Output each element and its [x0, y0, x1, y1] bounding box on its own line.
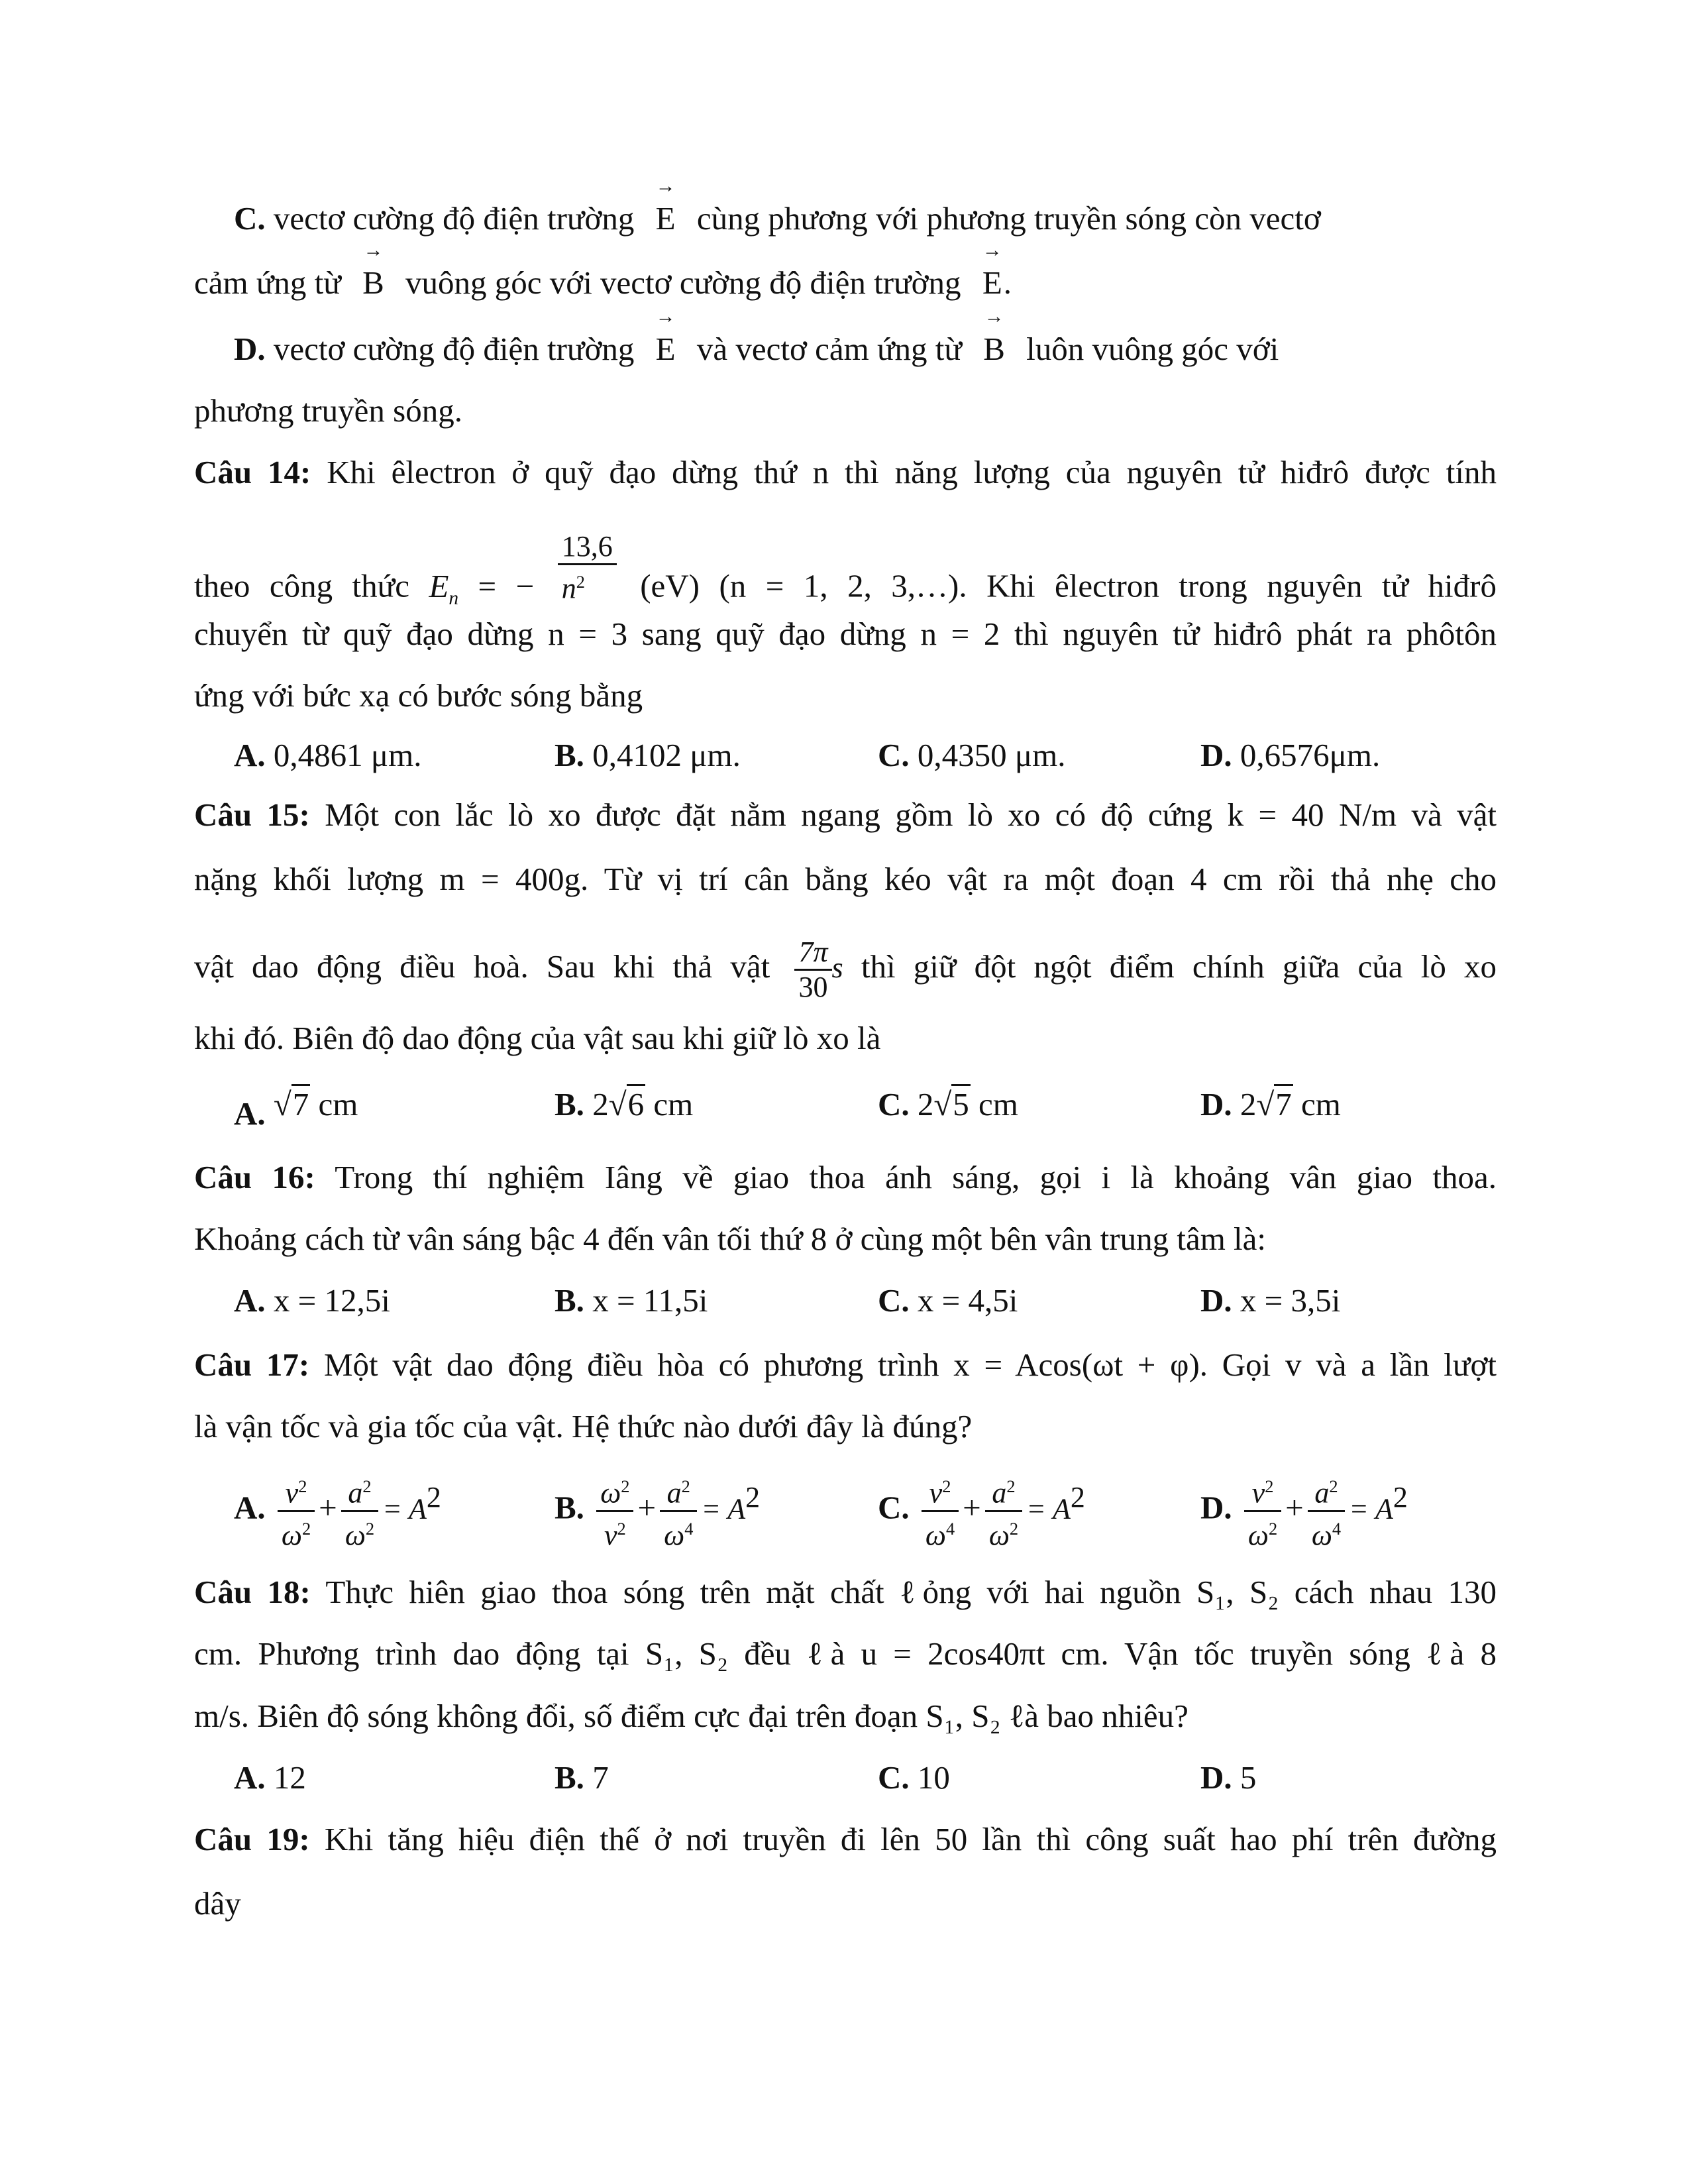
q16-text: Trong thí nghiệm Iâng về giao thoa ánh sáng, gọi i là khoảng vân giao thoa. [335, 1159, 1497, 1195]
q15-line1 [194, 795, 1497, 835]
formula-fraction [558, 530, 617, 606]
q18-option-d: D. 5 [1200, 1759, 1257, 1796]
q13-option-c-label: C. [234, 200, 266, 237]
formula-denominator: n [561, 572, 576, 605]
q19-line2: dây [194, 1885, 241, 1922]
q15-label: Câu 15: [194, 796, 310, 833]
q17-text: Một vật dao động điều hòa có phương trình x = Acos(ωt + φ). Gọi v và a lần lượt [323, 1346, 1497, 1383]
q13-option-c-text4: vuông góc với vectơ cường độ điện trường [405, 264, 961, 301]
vector-e-symbol: → E [656, 329, 676, 369]
q17-label: Câu 17: [194, 1346, 310, 1383]
q14-option-c: C. 0,4350 μm. [878, 737, 1066, 773]
q17-option-a: A. $\frac{v^2}{\omega^2}$ + $\frac{a^2}{\omega^2}$ = $A^2$ [234, 1470, 441, 1552]
q19-text: Khi tăng hiệu điện thế ở nơi truyền đi lên 50 lần thì công suất hao phí trên đường [324, 1821, 1497, 1857]
q14-label: Câu 14: [194, 454, 311, 490]
q16-option-c: C. x = 4,5i [878, 1282, 1018, 1319]
q14-line1 [194, 453, 1497, 492]
q18-text: Thực hiên giao thoa sóng trên mặt chất ℓỏng với hai nguồn S₁, S₂ cách nhau 130 [325, 1574, 1497, 1610]
sqrt-icon: √ [933, 1086, 952, 1122]
q14-option-a: A. 0,4861 μm. [234, 737, 422, 773]
q18-option-c: C. 10 [878, 1759, 950, 1796]
q14-line2 [194, 530, 1497, 618]
q14-line4: ứng với bức xạ có bước sóng bằng [194, 677, 643, 714]
q18-line3: m/s. Biên độ sóng không đổi, số điểm cực đại trên đoạn S₁, S₂ ℓà bao nhiêu? [194, 1698, 1188, 1734]
q13-option-d-line2: phương truyền sóng. [194, 392, 462, 429]
q14-line3: chuyển từ quỹ đạo dừng n = 3 sang quỹ đạo dừng n = 2 thì nguyên tử hiđrô phát ra phôtôn [194, 616, 1497, 652]
q16-line2: Khoảng cách từ vân sáng bậc 4 đến vân tối thứ 8 ở cùng một bên vân trung tâm là: [194, 1221, 1267, 1257]
q13-option-d-line1 [234, 329, 1497, 369]
q17-line1 [194, 1345, 1497, 1385]
q19-label: Câu 19: [194, 1821, 310, 1857]
q15-text3b: thì giữ đột ngột điểm chính giữa của lò xo [861, 948, 1497, 985]
sqrt-icon: √ [608, 1086, 627, 1122]
q13-option-c-line1 [234, 199, 1497, 239]
q19-line1 [194, 1820, 1497, 1859]
q15-line2: nặng khối lượng m = 400g. Từ vị trí cân bằng kéo vật ra một đoạn 4 cm rồi thả nhẹ cho [194, 861, 1497, 897]
q16-line1 [194, 1158, 1497, 1197]
q13-option-c-end: . [1003, 264, 1012, 301]
q17-option-b: B. $\frac{\omega^2}{v^2}$ + $\frac{a^2}{\omega^4}$ = $A^2$ [555, 1470, 760, 1552]
vector-e-symbol: → E [656, 199, 676, 239]
q17-line2: là vận tốc và gia tốc của vật. Hệ thức nào dưới đây là đúng? [194, 1408, 973, 1445]
q16-option-d: D. x = 3,5i [1200, 1282, 1341, 1319]
formula-numerator: 13,6 [558, 530, 617, 565]
q14-option-d: D. 0,6576μm. [1200, 737, 1381, 773]
q18-label: Câu 18: [194, 1574, 311, 1610]
q13-option-c-text2: cùng phương với phương truyền sóng còn vectơ [696, 200, 1321, 237]
formula-e: E [429, 567, 449, 604]
q13-option-c-line2 [194, 263, 1497, 303]
q15-text3a: vật dao động điều hoà. Sau khi thả vật [194, 948, 770, 985]
q15-option-c: C. 2√5 cm [878, 1085, 1018, 1124]
vector-e-symbol: → E [982, 263, 1002, 303]
q16-option-b: B. x = 11,5i [555, 1282, 708, 1319]
q14-option-b: B. 0,4102 μm. [555, 737, 741, 773]
q15-option-a: A. √7 cm [234, 1085, 358, 1124]
q14-text2: (eV) (n = 1, 2, 3,…). Khi êlectron trong nguyên tử hiđrô [640, 567, 1497, 604]
formula-exponent: 2 [576, 572, 585, 592]
q17-option-d: D. $\frac{v^2}{\omega^2}$ + $\frac{a^2}{\omega^4}$ = $A^2$ [1200, 1470, 1408, 1552]
q15-line4: khi đó. Biên độ dao động của vật sau khi giữ lò xo là [194, 1020, 881, 1056]
sqrt-icon: √ [273, 1086, 291, 1122]
vector-b-symbol: → B [362, 263, 384, 303]
q14-formula-intro: theo công thức [194, 567, 409, 604]
q16-label: Câu 16: [194, 1159, 315, 1195]
formula-sub-n: n [449, 587, 459, 609]
q15-option-b: B. 2√6 cm [555, 1085, 693, 1124]
q14-text: Khi êlectron ở quỹ đạo dừng thứ n thì năng lượng của nguyên tử hiđrô được tính [327, 454, 1497, 490]
energy-formula [429, 530, 640, 609]
q18-line2: cm. Phương trình dao động tại S₁, S₂ đều ℓà u = 2cos40πt cm. Vận tốc truyền sóng ℓà 8 [194, 1635, 1497, 1672]
time-numerator: 7π [794, 936, 831, 971]
q18-option-a: A. 12 [234, 1759, 306, 1796]
q18-option-b: B. 7 [555, 1759, 609, 1796]
q16-option-a: A. x = 12,5i [234, 1282, 390, 1319]
time-unit: s [831, 951, 843, 984]
q15-option-d: D. 2√7 cm [1200, 1085, 1341, 1124]
time-fraction [794, 936, 831, 1004]
q13-option-c-text: vectơ cường độ điện trường [273, 200, 635, 237]
q13-option-d-text2: và vectơ cảm ứng từ [696, 331, 962, 367]
sqrt-icon: √ [1256, 1086, 1275, 1122]
time-denominator: 30 [798, 971, 828, 1003]
q13-option-d-text: vectơ cường độ điện trường [273, 331, 635, 367]
q15-line3 [194, 936, 1497, 1004]
q13-option-d-label: D. [234, 331, 266, 367]
q18-line1 [194, 1572, 1497, 1612]
q15-text: Một con lắc lò xo được đặt nằm ngang gồm lò xo có độ cứng k = 40 N/m và vật [325, 796, 1497, 833]
q13-option-c-text3: cảm ứng từ [194, 264, 341, 301]
vector-b-symbol: → B [983, 329, 1005, 369]
q13-option-d-text3: luôn vuông góc với [1026, 331, 1279, 367]
q17-option-c: C. $\frac{v^2}{\omega^4}$ + $\frac{a^2}{\omega^2}$ = $A^2$ [878, 1470, 1085, 1552]
formula-eq: = − [478, 567, 535, 604]
